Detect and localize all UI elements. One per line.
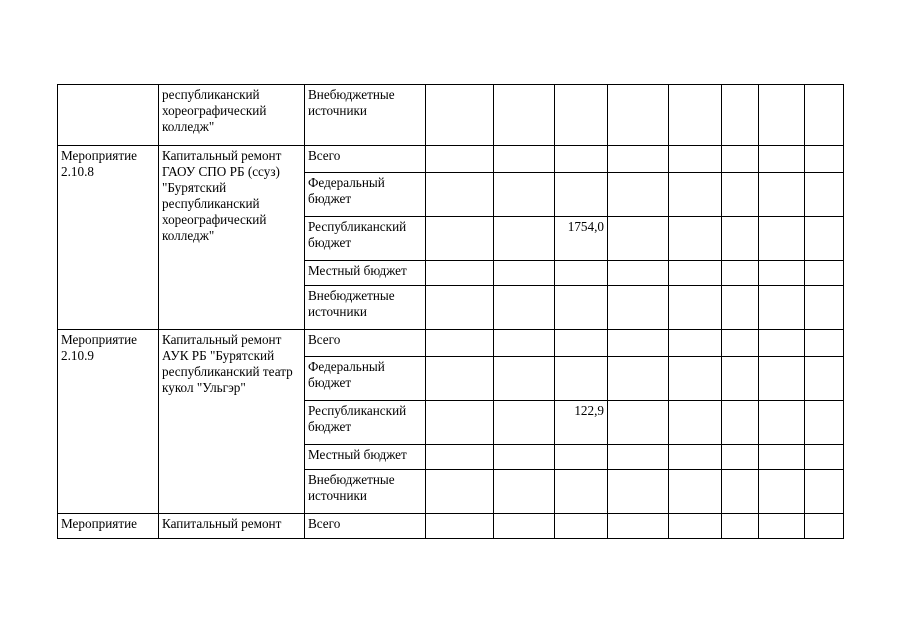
- event-cell: [58, 85, 159, 146]
- funding-source-cell: Местный бюджет: [305, 261, 426, 286]
- value-cell: [555, 146, 608, 173]
- object-cell: республиканский хореографический колледж": [159, 85, 305, 146]
- object-cell: Капитальный ремонт ГАОУ СПО РБ (ссуз) "Бурятский республиканский хореографический колледж": [159, 146, 305, 330]
- funding-source-cell: Внебюджетные источники: [305, 286, 426, 330]
- value-cell: [555, 261, 608, 286]
- event-cell: Мероприятие 2.10.8: [58, 146, 159, 330]
- value-cell: [555, 85, 608, 146]
- table-row: [58, 330, 844, 357]
- funding-source-cell: Всего: [305, 514, 426, 539]
- value-cell: 122,9: [555, 401, 608, 445]
- funding-source-cell: Федеральный бюджет: [305, 173, 426, 217]
- value-cell: [555, 173, 608, 217]
- value-cell: [555, 445, 608, 470]
- object-cell: Капитальный ремонт: [159, 514, 305, 539]
- object-cell: Капитальный ремонт АУК РБ "Бурятский республиканский театр кукол "Ульгэр": [159, 330, 305, 514]
- funding-source-cell: Местный бюджет: [305, 445, 426, 470]
- value-cell: [555, 286, 608, 330]
- budget-table: [57, 84, 844, 539]
- value-cell: 1754,0: [555, 217, 608, 261]
- value-cell: [555, 357, 608, 401]
- table-row: [58, 85, 844, 146]
- table-row: [58, 146, 844, 173]
- funding-source-cell: Республиканский бюджет: [305, 217, 426, 261]
- event-cell: Мероприятие: [58, 514, 159, 539]
- funding-source-cell: Федеральный бюджет: [305, 357, 426, 401]
- value-cell: [555, 514, 608, 539]
- funding-source-cell: Всего: [305, 330, 426, 357]
- funding-source-cell: Всего: [305, 146, 426, 173]
- funding-source-cell: Внебюджетные источники: [305, 470, 426, 514]
- value-cell: [555, 330, 608, 357]
- funding-source-cell: Республиканский бюджет: [305, 401, 426, 445]
- value-cell: [555, 470, 608, 514]
- table-row: [58, 514, 844, 539]
- event-cell: Мероприятие 2.10.9: [58, 330, 159, 514]
- funding-source-cell: Внебюджетные источники: [305, 85, 426, 146]
